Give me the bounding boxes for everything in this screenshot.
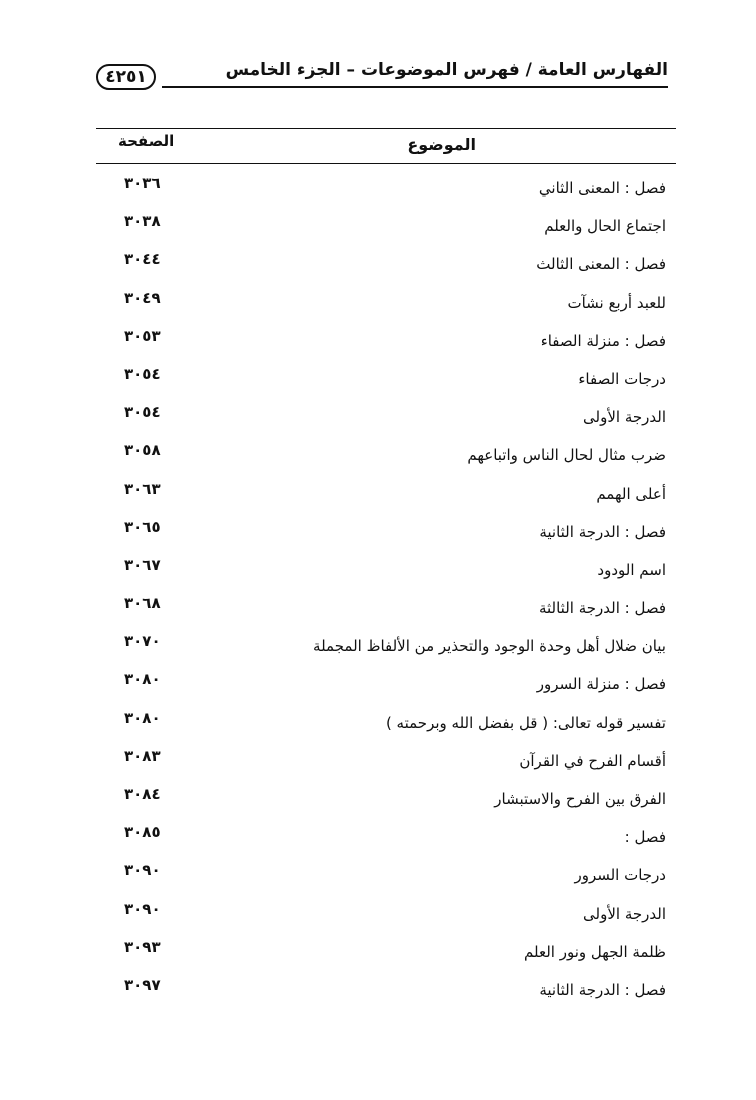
row-page: ٣٠٤٤ <box>124 250 161 269</box>
row-page: ٣٠٥٤ <box>124 403 161 422</box>
row-page: ٣٠٥٨ <box>124 441 161 460</box>
table-row <box>96 285 676 323</box>
row-page: ٣٠٩٠ <box>124 899 161 918</box>
table-row <box>96 170 676 208</box>
row-topic: فصل : منزلة السرور <box>536 675 666 694</box>
row-page: ٣٠٣٦ <box>124 174 161 192</box>
row-page: ٣٠٣٨ <box>124 212 161 231</box>
table-row <box>96 705 676 743</box>
page-column-header: الصفحة <box>118 132 175 150</box>
row-topic: الدرجة الأولى <box>583 904 666 923</box>
table-row <box>96 781 676 819</box>
row-topic: اجتماع الحال والعلم <box>544 217 666 236</box>
table-row <box>96 743 676 781</box>
page-header <box>96 58 668 90</box>
row-page: ٣٠٨٠ <box>124 670 161 689</box>
row-topic: الفرق بين الفرح والاستبشار <box>494 790 666 808</box>
table-row <box>96 590 676 628</box>
table-row <box>96 323 676 361</box>
row-page: ٣٠٩٠ <box>124 861 161 880</box>
row-topic: فصل : <box>624 828 666 847</box>
row-topic: فصل : الدرجة الثانية <box>539 522 666 541</box>
row-page: ٣٠٤٩ <box>124 288 161 307</box>
row-topic: فصل : الدرجة الثانية <box>539 980 666 999</box>
row-page: ٣٠٦٥ <box>124 517 161 536</box>
table-row <box>96 437 676 475</box>
row-topic: بيان ضلال أهل وحدة الوجود والتحذير من الألفاظ المجملة <box>313 637 666 656</box>
row-topic: فصل : الدرجة الثالثة <box>538 599 666 618</box>
row-page: ٣٠٧٠ <box>124 632 161 651</box>
row-topic: ضرب مثال لحال الناس واتباعهم <box>467 446 666 465</box>
row-page: ٣٠٨٠ <box>124 708 161 727</box>
row-page: ٣٠٥٤ <box>124 364 161 383</box>
row-topic: فصل : المعنى الثاني <box>538 179 666 197</box>
row-page: ٣٠٩٣ <box>124 937 161 956</box>
row-topic: ظلمة الجهل ونور العلم <box>524 942 666 961</box>
table-row <box>96 857 676 895</box>
table-row <box>96 552 676 590</box>
row-topic: فصل : المعنى الثالث <box>536 255 666 274</box>
table-row <box>96 246 676 284</box>
row-page: ٣٠٥٣ <box>124 326 161 345</box>
table-header <box>96 128 676 164</box>
table-row <box>96 208 676 246</box>
row-topic: درجات السرور <box>574 866 666 885</box>
row-topic: درجات الصفاء <box>578 369 666 388</box>
row-page: ٣٠٦٧ <box>124 555 161 574</box>
table-row <box>96 934 676 972</box>
row-page: ٣٠٨٥ <box>124 823 161 842</box>
table-row <box>96 476 676 514</box>
row-topic: تفسير قوله تعالى: ( قل بفضل الله وبرحمته ) <box>385 713 666 732</box>
row-topic: أقسام الفرح في القرآن <box>519 751 666 770</box>
table-row <box>96 399 676 437</box>
row-topic: اسم الودود <box>597 560 666 579</box>
row-topic: فصل : منزلة الصفاء <box>540 331 666 350</box>
row-topic: للعبد أربع نشآت <box>567 293 666 312</box>
row-page: ٣٠٦٨ <box>124 594 161 613</box>
table-row <box>96 972 676 1010</box>
row-page: ٣٠٦٣ <box>124 479 161 498</box>
row-page: ٣٠٩٧ <box>124 975 161 994</box>
table-row <box>96 819 676 857</box>
page-number: ٤٢٥١ <box>96 64 156 90</box>
table-row <box>96 666 676 704</box>
header-rule <box>162 86 668 88</box>
table-row <box>96 361 676 399</box>
running-title: الفهارس العامة / فهرس الموضوعات – الجزء الخامس <box>225 60 668 80</box>
row-page: ٣٠٨٤ <box>124 785 161 803</box>
index-table <box>96 128 676 1010</box>
table-rows <box>96 170 676 1010</box>
topic-column-header: الموضوع <box>407 135 476 154</box>
table-row <box>96 628 676 666</box>
row-page: ٣٠٨٣ <box>124 746 161 765</box>
table-row <box>96 514 676 552</box>
row-topic: الدرجة الأولى <box>583 408 666 427</box>
row-topic: أعلى الهمم <box>596 484 666 503</box>
table-row <box>96 896 676 934</box>
